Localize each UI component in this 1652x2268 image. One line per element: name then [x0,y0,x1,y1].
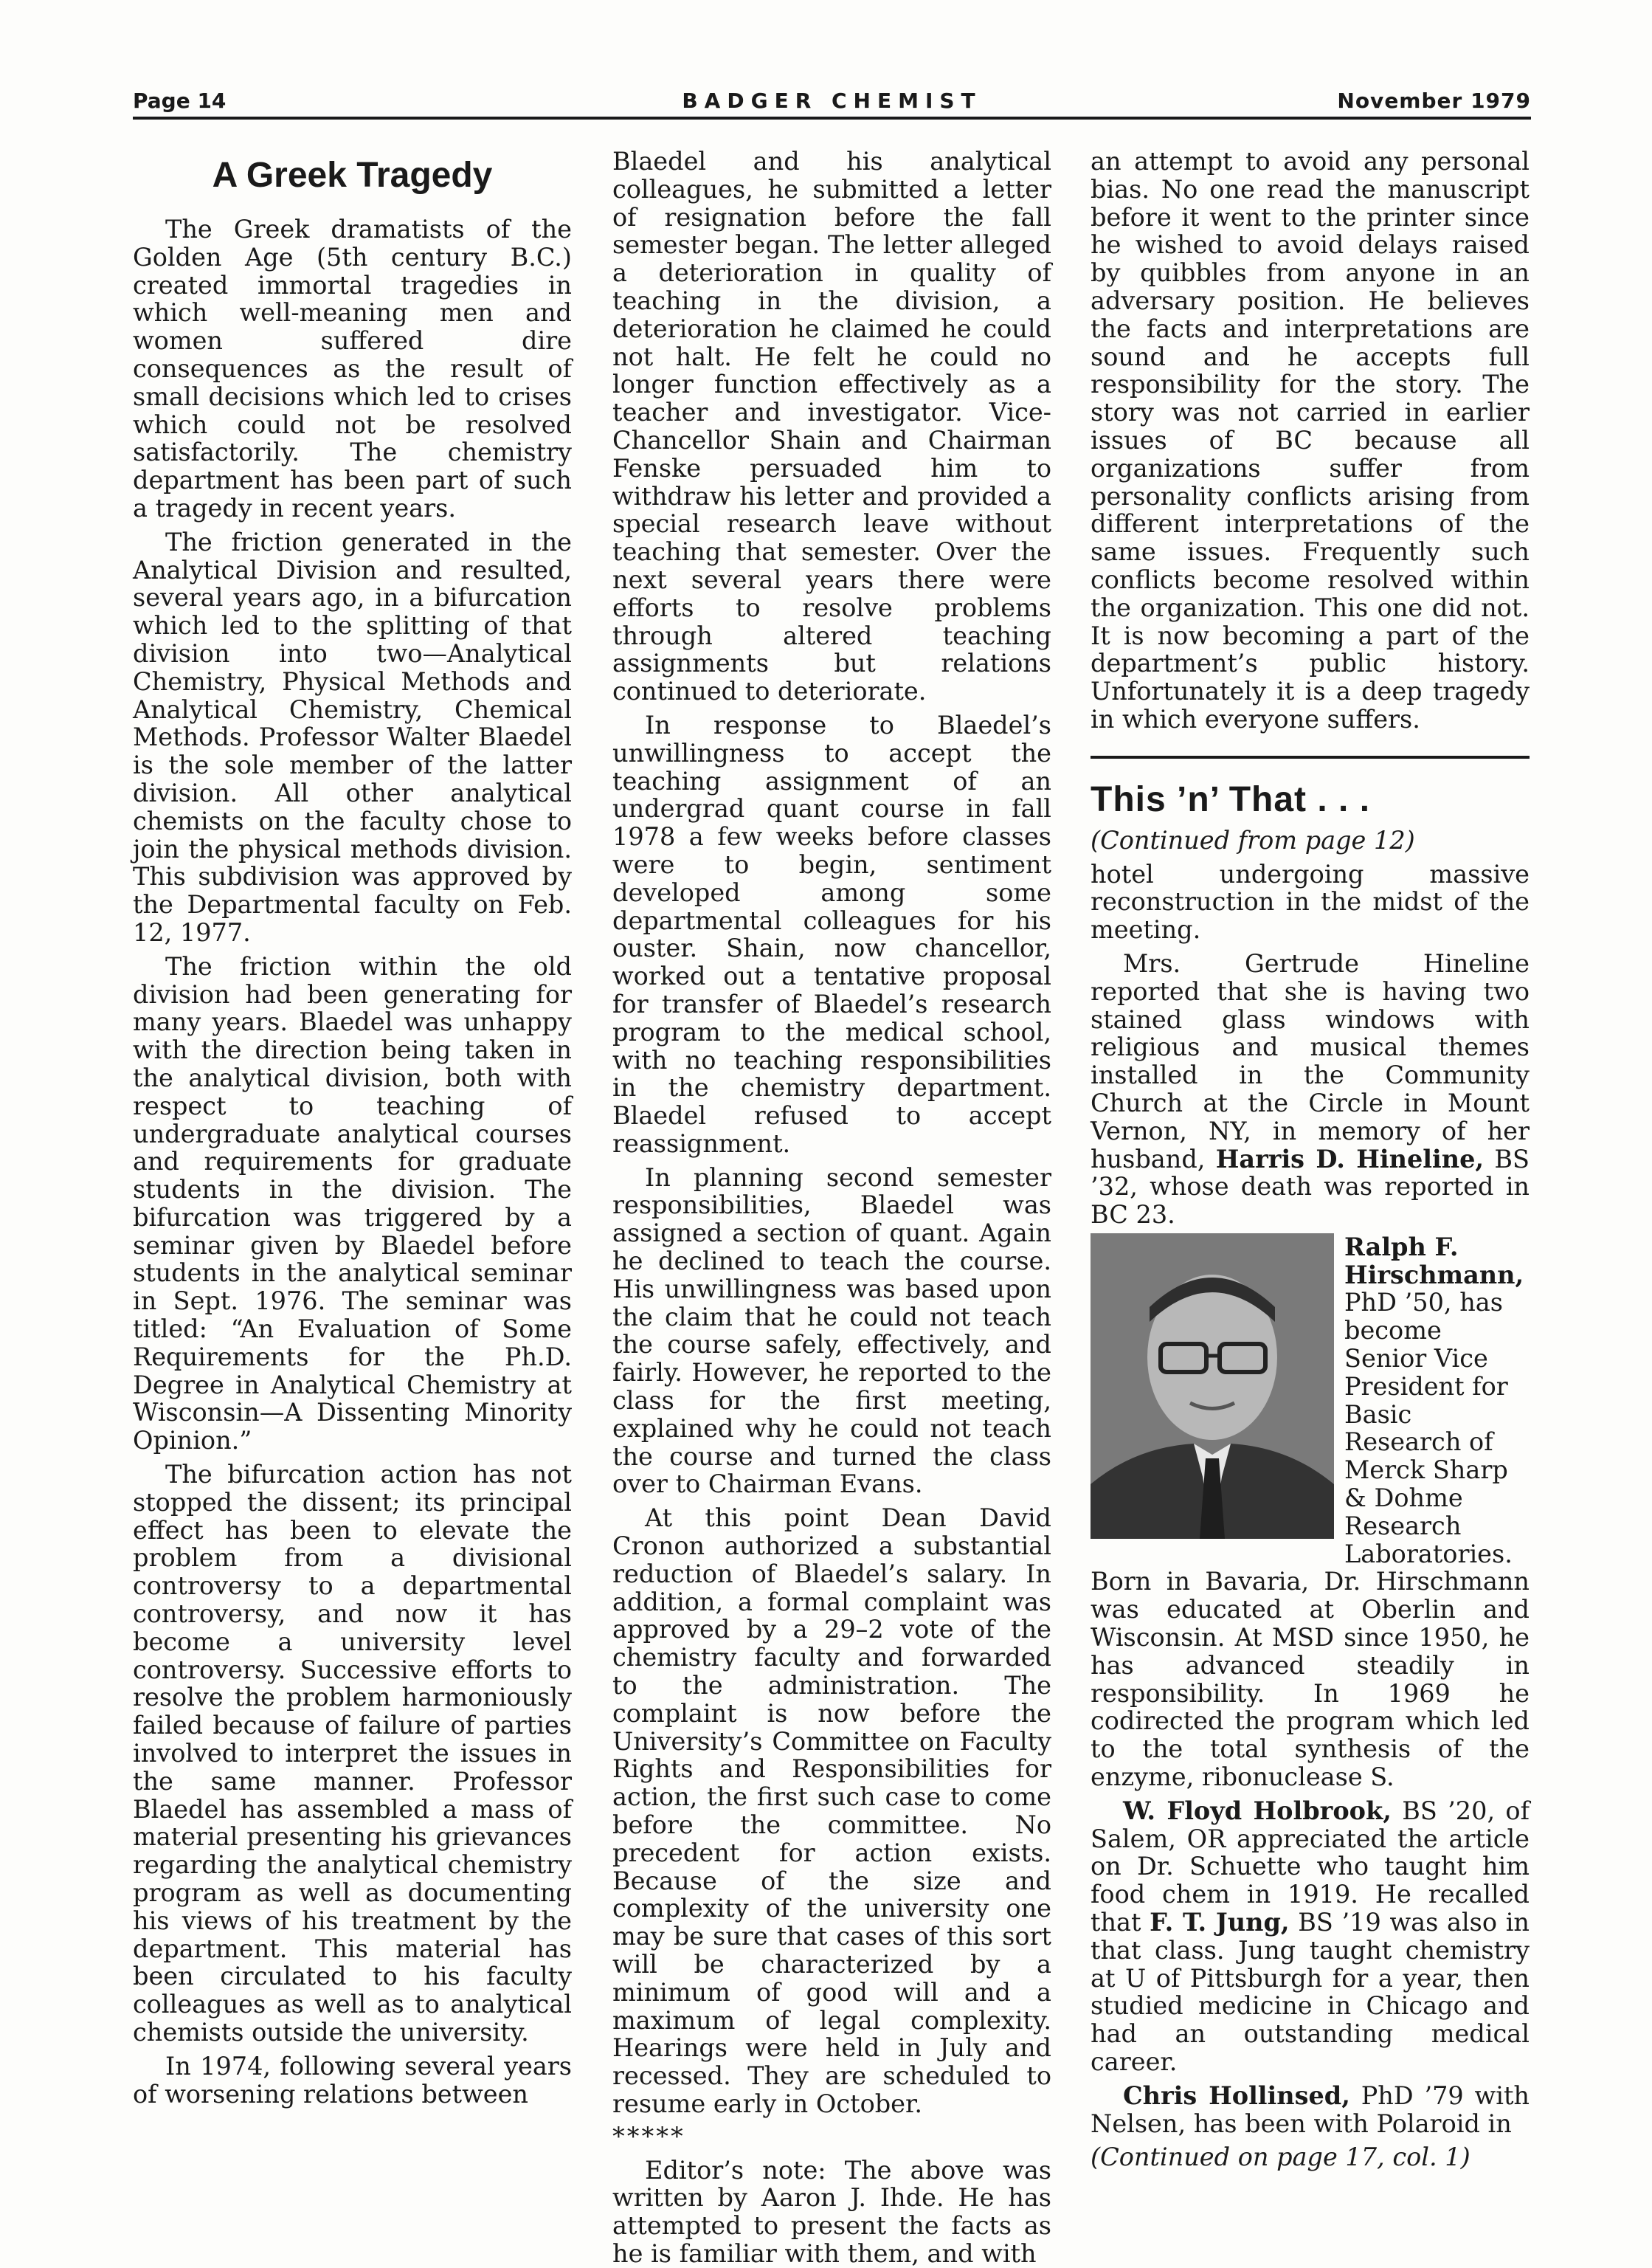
article-paragraph: The friction within the old division had been generating for many years. Blaedel was unhappy with the direction being taken in the analytical division, both with respect to teaching of undergraduate analytical courses and requirements for graduate students in the division. The bifurcation was triggered by a seminar given by Blaedel before students in the analytical seminar in Sept. 1976. The seminar was titled: “An Evaluation of Some Requirements for the Ph.D. Degree in Analytical Chemistry at Wisconsin—A Dissenting Minority Opinion.” [133,951,572,1455]
editor-note-continued: an attempt to avoid any personal bias. No one read the manuscript before it went to the printer since he wished to avoid delays raised by quibbles from anyone in an adversary position. He believes the facts and interpretations are sound and he accepts full responsibility for the story. The story was not carried in earlier issues of BC because all organizations suffer from personality conflicts arising from different interpretations of the same issues. Frequently such conflicts become resolved within the organization. This one did not. It is now becoming a part of the department’s public history. Unfortunately it is a deep tragedy in which everyone suffers. [1091,147,1530,734]
hirschmann-portrait-photo [1091,1233,1334,1539]
article-title-greek-tragedy: A Greek Tragedy [212,156,493,195]
article-paragraph: hotel undergoing massive reconstruction in the midst of the meeting. [1091,859,1530,945]
portrait-illustration [1091,1233,1334,1539]
hirschmann-block [1091,1233,1530,1568]
editor-note: Editor’s note: The above was written by Aaron J. Ihde. He has attempted to present the facts as he is familiar with them, and with [612,2155,1051,2268]
article-paragraph: The Greek dramatists of the Golden Age (5th century B.C.) created immortal tragedies in which well-meaning men and women suffered dire consequences as the result of small decisions which led to crises which could not be resolved satisfactorily. The chemistry department has been part of such a tragedy in recent years. [133,215,572,523]
person-name: Harris D. Hineline, [1215,1144,1485,1173]
article-paragraph: In response to Blaedel’s unwillingness to accept the teaching assignment of an undergrad quant course in fall 1978 a few weeks before classes were to begin, sentiment developed among some departmental colleagues for his ouster. Shain, now chancellor, worked out a tentative proposal for transfer of Blaedel’s research program to the medical school, with no teaching responsibilities in the chemistry department. Blaedel refused to accept reassignment. [612,710,1051,1158]
issue-date: November 1979 [1337,89,1531,113]
article-paragraph: In planning second semester responsibilities, Blaedel was assigned a section of quant. Again he declined to teach the course. His unwillingness was based upon the claim that he could not teach the course safely, effectively, and fairly. However, he reported to the class for the first meeting, explained why he could not teach the course and turned the class over to Chairman Evans. [612,1162,1051,1499]
header-divider [133,117,1531,120]
article-paragraph: The bifurcation action has not stopped the dissent; its principal effect has been to elevate the problem from a divisional controversy to a departmental controversy, and now it has become a university level controversy. Successive efforts to resolve the problem harmoniously failed because of failure of parties involved to interpret the issues in the same manner. Professor Blaedel has assembled a mass of material presenting his grievances regarding the analytical chemistry program as well as documenting his views of his treatment by the department. This material has been circulated to his faculty colleagues as well as to analytical chemists outside the university. [133,1460,572,2047]
hineline-paragraph: Mrs. Gertrude Hineline reported that she is having two stained glass windows with religious and musical themes installed in the Community Church at the Circle in Mount Vernon, NY, in memory of her husband, Harris D. Hineline, BS ’32, whose death was reported in BC 23. [1091,948,1530,1230]
article-paragraph: Blaedel and his analytical colleagues, he submitted a letter of resignation before the fall semester began. The letter alleged a deterioration in quality of teaching in the division, a deterioration he claimed he could not halt. He felt he could no longer function effectively as a teacher and investigator. Vice-Chancellor Shain and Chairman Fenske persuaded him to withdraw his letter and provided a special research leave without teaching that semester. Over the next several years there were efforts to resolve problems through altered teaching assignments but relations continued to deteriorate. [612,147,1051,706]
column-1 [133,148,572,2108]
person-name: Ralph F. Hirschmann, [1344,1232,1524,1289]
person-name: W. Floyd Holbrook, [1123,1796,1392,1825]
person-name: Chris Hollinsed, [1123,2081,1350,2110]
column-3 [1091,148,1530,2171]
page-header [133,83,1531,127]
hirschmann-text: Ralph F. Hirschmann, PhD ’50, has become Senior Vice President for Basic Research of Merck Sharp & Dohme Research Laboratories. [1344,1232,1524,1568]
publication-name: BADGER CHEMIST [682,89,982,113]
column-2 [612,148,1051,2268]
article-paragraph: At this point Dean David Cronon authorized a substantial reduction of Blaedel’s salary. In addition, a formal complaint was approved by a 29–2 vote of the chemistry faculty and forwarded to the administration. The complaint is now before the University’s Committee on Faculty Rights and Responsibilities for action, the first such case to come before the committee. No precedent for action exists. Because of the size and complexity of the university one may be sure that cases of this sort will be characterized by a minimum of good will and a maximum of legal complexity. Hearings were held in July and recessed. They are scheduled to resume early in October. [612,1503,1051,2118]
article-paragraph: The friction generated in the Analytical Division and resulted, several years ago, in a bifurcation which led to the splitting of that division into two—Analytical Chemistry, Physical Methods and Analytical Chemistry, Chemical Methods. Professor Walter Blaedel is the sole member of the latter division. All other analytical chemists on the faculty chose to join the physical methods division. This subdivision was approved by the Departmental faculty on Feb. 12, 1977. [133,527,572,947]
person-name: F. T. Jung, [1150,1908,1290,1937]
continued-from-note: (Continued from page 12) [1091,825,1415,855]
hollinsed-paragraph: Chris Hollinsed, PhD ’79 with Nelsen, has been with Polaroid in [1091,2081,1530,2138]
section-separator: ***** [612,2121,685,2151]
article-title-this-n-that: This ’n’ That . . . [1091,779,1371,819]
article-paragraph: Born in Bavaria, Dr. Hirschmann was educated at Oberlin and Wisconsin. At MSD since 1950, he has advanced steadily in responsibility. In 1969 he codirected the program which led to the total synthesis of the enzyme, ribonuclease S. [1091,1567,1530,1792]
page-number: Page 14 [133,89,227,113]
article-paragraph: In 1974, following several years of worsening relations between [133,2051,572,2109]
continued-on-note: (Continued on page 17, col. 1) [1091,2143,1470,2172]
section-divider [1091,756,1530,759]
holbrook-paragraph: W. Floyd Holbrook, BS ’20, of Salem, OR appreciated the article on Dr. Schuette who taught him food chem in 1919. He recalled that F. T. Jung, BS ’19 was also in that class. Jung taught chemistry at U of Pittsburgh for a year, then studied medicine in Chicago and had an outstanding medical career. [1091,1796,1530,2076]
